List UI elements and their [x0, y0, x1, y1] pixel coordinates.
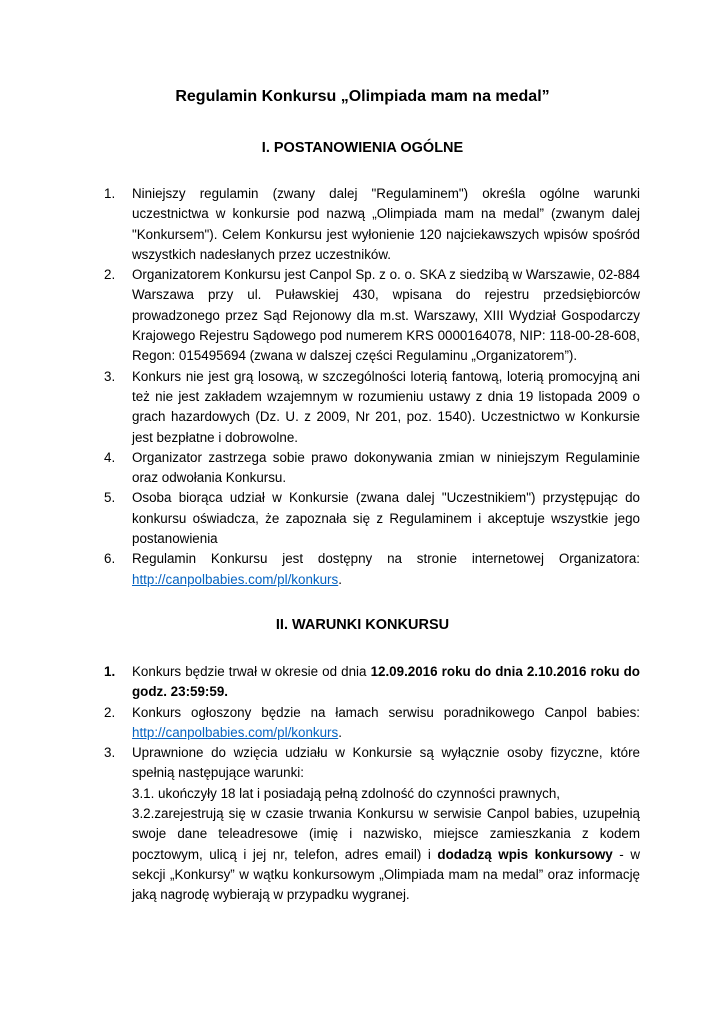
list-item: [104, 662, 640, 703]
item-text: Konkurs nie jest grą losową, w szczególności loterią fantową, loterią promocyjną ani też nie jest zakładem wzajemnym w rozumieniu ustawy z dnia 19 listopada 2009 o grach hazardowych (Dz. U. z 2009, Nr 201, poz. 1540). Uczestnictwo w Konkursie jest bezpłatne i dobrowolne.: [132, 368, 640, 445]
regulamin-link[interactable]: http://canpolbabies.com/pl/konkurs: [132, 571, 339, 587]
list-item: [104, 265, 640, 366]
item-number: 2.: [104, 267, 116, 283]
konkurs-link[interactable]: http://canpolbabies.com/pl/konkurs: [132, 724, 339, 740]
item-text: Osoba biorąca udział w Konkursie (zwana dalej "Uczestnikiem") przystępując do konkursu oświadcza, że zapoznała się z Regulaminem i akceptuje wszystkie jego postanowienia: [132, 490, 640, 547]
item-number: 4.: [104, 449, 116, 465]
item-number: 6.: [104, 551, 116, 567]
sub-item-text: 3.2.zarejestrują się w czasie trwania Konkursu w serwisie Canpol babies, uzupełnią swoje dane teleadresowe (imię i nazwisko, miejsce zamieszkania z kodem pocztowym, ulicą i jej nr, telefon, adres email) i: [132, 806, 640, 862]
item-text: Organizatorem Konkursu jest Canpol Sp. z o. o. SKA z siedzibą w Warszawie, 02-884 Warszawa przy ul. Puławskiej 430, wpisana do rejestru przedsiębiorców prowadzonego przez Sąd Rejonowy dla m.st. Warszawy, XIII Wydział Gospodarczy Krajowego Rejestru Sądowego pod numerem KRS 0000164078, NIP: 118-00-28-608, Regon: 015495694 (zwana w dalszej części Regulaminu „Organizatorem”).: [132, 267, 640, 364]
section-1-list: [104, 184, 640, 590]
list-item: [104, 448, 640, 489]
item-number: 3.: [104, 368, 116, 384]
sub-item-3-2: [132, 804, 640, 905]
sub-item-text-end: - w sekcji „Konkursy” w wątku konkursowym „Olimpiada mam na medal” oraz informację jaką nagrodę wybierają w przypadku wygranej.: [132, 846, 640, 903]
item-text: Uprawnione do wzięcia udziału w Konkursie są wyłącznie osoby fizyczne, które spełnią następujące warunki:: [132, 745, 640, 781]
list-item: [104, 488, 640, 549]
section-1-heading: I. POSTANOWIENIA OGÓLNE: [261, 140, 464, 156]
item-number: 3.: [104, 745, 116, 761]
item-text: Organizator zastrzega sobie prawo dokonywania zmian w niniejszym Regulaminie oraz odwołania Konkursu.: [132, 449, 640, 486]
item-number: 1.: [104, 186, 116, 201]
sub-item-bold: dodadzą wpis konkursowy: [437, 846, 613, 862]
item-number: 1.: [104, 664, 116, 679]
item-text: Konkurs ogłoszony będzie na łamach serwisu poradnikowego Canpol babies:: [132, 704, 640, 720]
list-item: [104, 184, 640, 265]
list-item: [104, 743, 640, 905]
item-text: Regulamin Konkursu jest dostępny na stronie internetowej Organizatora:: [132, 551, 640, 567]
sub-item-3-1: 3.1. ukończyły 18 lat i posiadają pełną zdolność do czynności prawnych,: [132, 785, 561, 801]
item-text-end: .: [338, 724, 342, 740]
item-number: 5.: [104, 490, 116, 506]
list-item: [104, 703, 640, 744]
item-text-end: .: [338, 571, 342, 587]
list-item: [104, 549, 640, 590]
item-text: Niniejszy regulamin (zwany dalej "Regulaminem") określa ogólne warunki uczestnictwa w konkursie pod nazwą „Olimpiada mam na medal” (zwanym dalej "Konkursem"). Celem Konkursu jest wyłonienie 120 najciekawszych wpisów spośród wszystkich nadesłanych przez uczestników.: [132, 186, 640, 262]
section-2-list: [104, 662, 640, 906]
item-dates: 12.09.2016 roku do dnia 2.10.2016 roku do godz. 23:59:59.: [132, 664, 640, 700]
list-item: [104, 367, 640, 448]
document-title: Regulamin Konkursu „Olimpiada mam na medal”: [175, 88, 550, 105]
item-text: Konkurs będzie trwał w okresie od dnia: [132, 664, 371, 679]
item-number: 2.: [104, 704, 116, 720]
section-2-heading: II. WARUNKI KONKURSU: [275, 617, 450, 633]
